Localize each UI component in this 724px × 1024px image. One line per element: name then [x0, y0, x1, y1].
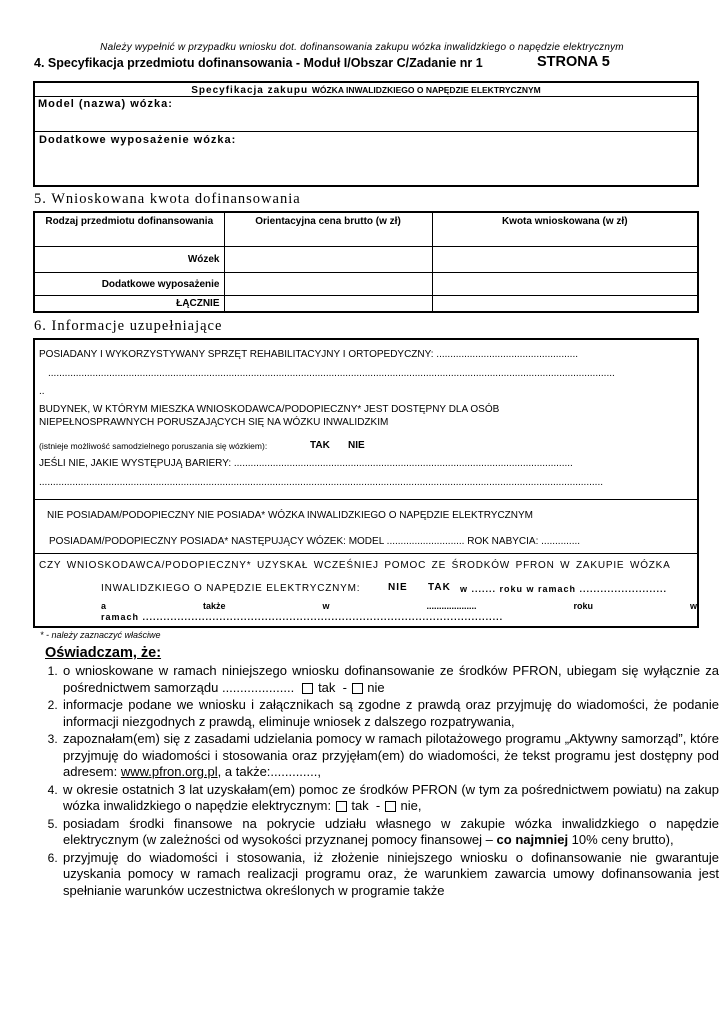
checkbox-nie[interactable]	[385, 801, 396, 812]
requested-cell[interactable]	[432, 273, 698, 296]
table-header	[34, 212, 698, 247]
dotted-line[interactable]: ...........................................................................................................................................................................................................	[39, 477, 603, 488]
option-tak[interactable]: TAK	[310, 440, 330, 451]
requested-cell[interactable]	[432, 247, 698, 273]
option-nie[interactable]: NIE	[348, 440, 365, 451]
section-6-title: 6. Informacje uzupełniające	[34, 318, 223, 334]
dotted-line[interactable]: ............................................................................................................................................................................................................	[48, 368, 615, 379]
col-price: Orientacyjna cena brutto (w zł)	[224, 212, 432, 247]
model-field[interactable]	[35, 97, 697, 132]
list-item: 2. informacje podane we wniosku i załącznikach są zgodne z prawdą oraz przyjmuję do wiadomości, że podanie informacji niezgodnych z prawdą, eliminuje wniosek z dalszego rozpatrywania,	[61, 697, 719, 730]
previous-tak[interactable]: TAK	[428, 582, 451, 593]
footnote: * - należy zaznaczyć właściwe	[40, 630, 161, 640]
price-cell[interactable]	[224, 247, 432, 273]
row-label-total: ŁĄCZNIE	[34, 296, 224, 313]
declarations-title: Oświadczam, że:	[45, 645, 162, 661]
instruction-note: Należy wypełnić w przypadku wniosku dot. dofinansowania zakupu wózka inwalidzkiego o napędzie elektrycznym	[100, 42, 624, 53]
equipment-building-panel	[35, 340, 697, 500]
col-item-type: Rodzaj przedmiotu dofinansowania	[34, 212, 224, 247]
checkbox-nie[interactable]	[352, 683, 363, 694]
building-line-2: NIEPEŁNOSPRAWNYCH PORUSZAJĄCYCH SIĘ NA WÓZKU INWALIDZKIM	[39, 417, 389, 428]
col-requested: Kwota wnioskowana (w zł)	[432, 212, 698, 247]
owns-option[interactable]: POSIADAM/PODOPIECZNY POSIADA* NASTĘPUJĄCY WÓZEK: MODEL ............................ ROK NABYCIA: ..............	[49, 536, 581, 547]
building-note: (istnieje możliwość samodzielnego poruszania się wózkiem):	[39, 441, 268, 451]
spec-title-sub: WÓZKA INWALIDZKIEGO O NAPĘDZIE ELEKTRYCZNYM	[311, 85, 541, 95]
price-cell[interactable]	[224, 296, 432, 313]
checkbox-tak[interactable]	[336, 801, 347, 812]
ownership-panel	[35, 500, 697, 554]
table-row	[34, 247, 698, 273]
purchase-spec-box	[33, 81, 699, 187]
list-item: 4. w okresie ostatnich 3 lat uzyskałam(em) pomoc ze środków PFRON (w tym za pośrednictwem powiatu) na zakup wózka inwalidzkiego o napędzie elektrycznym: tak - nie,	[61, 782, 719, 815]
section-5-title: 5. Wnioskowana kwota dofinansowania	[34, 191, 301, 207]
previous-aid-line-2a: INWALIDZKIEGO O NAPĘDZIE ELEKTRYCZNYM:	[101, 583, 361, 594]
checkbox-tak[interactable]	[302, 683, 313, 694]
building-line-1: BUDYNEK, W KTÓRYM MIESZKA WNIOSKODAWCA/PODOPIECZNY* JEST DOSTĘPNY DLA OSÓB	[39, 404, 500, 415]
funding-amount-table	[33, 211, 699, 313]
declarations-list	[33, 663, 719, 900]
table-row	[34, 273, 698, 296]
previous-aid-panel	[35, 554, 697, 626]
row-label-wheelchair: Wózek	[34, 247, 224, 273]
equipment-field[interactable]	[35, 132, 697, 185]
list-item: 5. posiadam środki finansowe na pokrycie udziału własnego w zakupie wózka inwalidzkiego o napędzie elektrycznym (w zależności od wysokości przyznanej pomocy finansowej – co najmniej 10% ceny brutto),	[61, 816, 719, 849]
previous-nie[interactable]: NIE	[388, 582, 408, 593]
previous-aid-line-2b[interactable]: w ....... roku w ramach .........................	[460, 584, 668, 594]
additional-info-box	[33, 338, 699, 628]
barriers-line[interactable]: JEŚLI NIE, JAKIE WYSTĘPUJĄ BARIERY: ..........................................................................................................................	[39, 458, 573, 469]
requested-cell[interactable]	[432, 296, 698, 313]
table-row	[34, 296, 698, 313]
list-item: 1. o wnioskowane w ramach niniejszego wniosku dofinansowanie ze środków PFRON, ubiegam się wyłącznie za pośrednictwem samorządu .................... tak - nie	[61, 663, 719, 696]
previous-aid-line-4[interactable]: ramach .......................................................................................................	[101, 612, 504, 622]
list-item: 3. zapoznałam(em) się z zasadami udzielania pomocy w ramach pilotażowego programu „Aktywny samorząd”, które przyjmuję do wiadomości i stosowania oraz przyjęłam(em) do wiadomości, że tekst programu jest dostępny pod adresem: www.pfron.org.pl, a także:.............,	[61, 731, 719, 781]
previous-aid-line-3[interactable]: a także w .................... roku w	[101, 601, 697, 611]
row-label-equipment: Dodatkowe wyposażenie	[34, 273, 224, 296]
not-owns-option[interactable]: NIE POSIADAM/PODOPIECZNY NIE POSIADA* WÓZKA INWALIDZKIEGO O NAPĘDZIE ELEKTRYCZNYM	[47, 510, 534, 521]
spec-title: Specyfikacja zakupu WÓZKA INWALIDZKIEGO O NAPĘDZIE ELEKTRYCZNYM	[35, 83, 697, 97]
page-number: STRONA 5	[537, 54, 610, 70]
pfron-link[interactable]: www.pfron.org.pl	[120, 764, 218, 779]
price-cell[interactable]	[224, 273, 432, 296]
previous-aid-line-1: CZY WNIOSKODAWCA/PODOPIECZNY* UZYSKAŁ WCZEŚNIEJ POMOC ZE ŚRODKÓW PFRON W ZAKUPIE WÓZKA	[39, 560, 671, 571]
equipment-label: Dodatkowe wyposażenie wózka:	[39, 134, 237, 146]
list-item: 6. przyjmuję do wiadomości i stosowania, iż złożenie niniejszego wniosku o dofinansowanie nie gwarantuje uzyskania pomocy w ramach realizacji programu oraz, że warunkiem zawarcia umowy dofinansowania jest spełnianie warunków uczestnictwa określonych w programie także	[61, 850, 719, 900]
equipment-line[interactable]: POSIADANY I WYKORZYSTYWANY SPRZĘT REHABILITACYJNY I ORTOPEDYCZNY: ...................................................	[39, 349, 579, 360]
dotted-line-short: ..	[39, 386, 45, 397]
section-heading: 4. Specyfikacja przedmiotu dofinansowania - Moduł I/Obszar C/Zadanie nr 1	[34, 56, 483, 70]
model-label: Model (nazwa) wózka:	[38, 98, 173, 110]
